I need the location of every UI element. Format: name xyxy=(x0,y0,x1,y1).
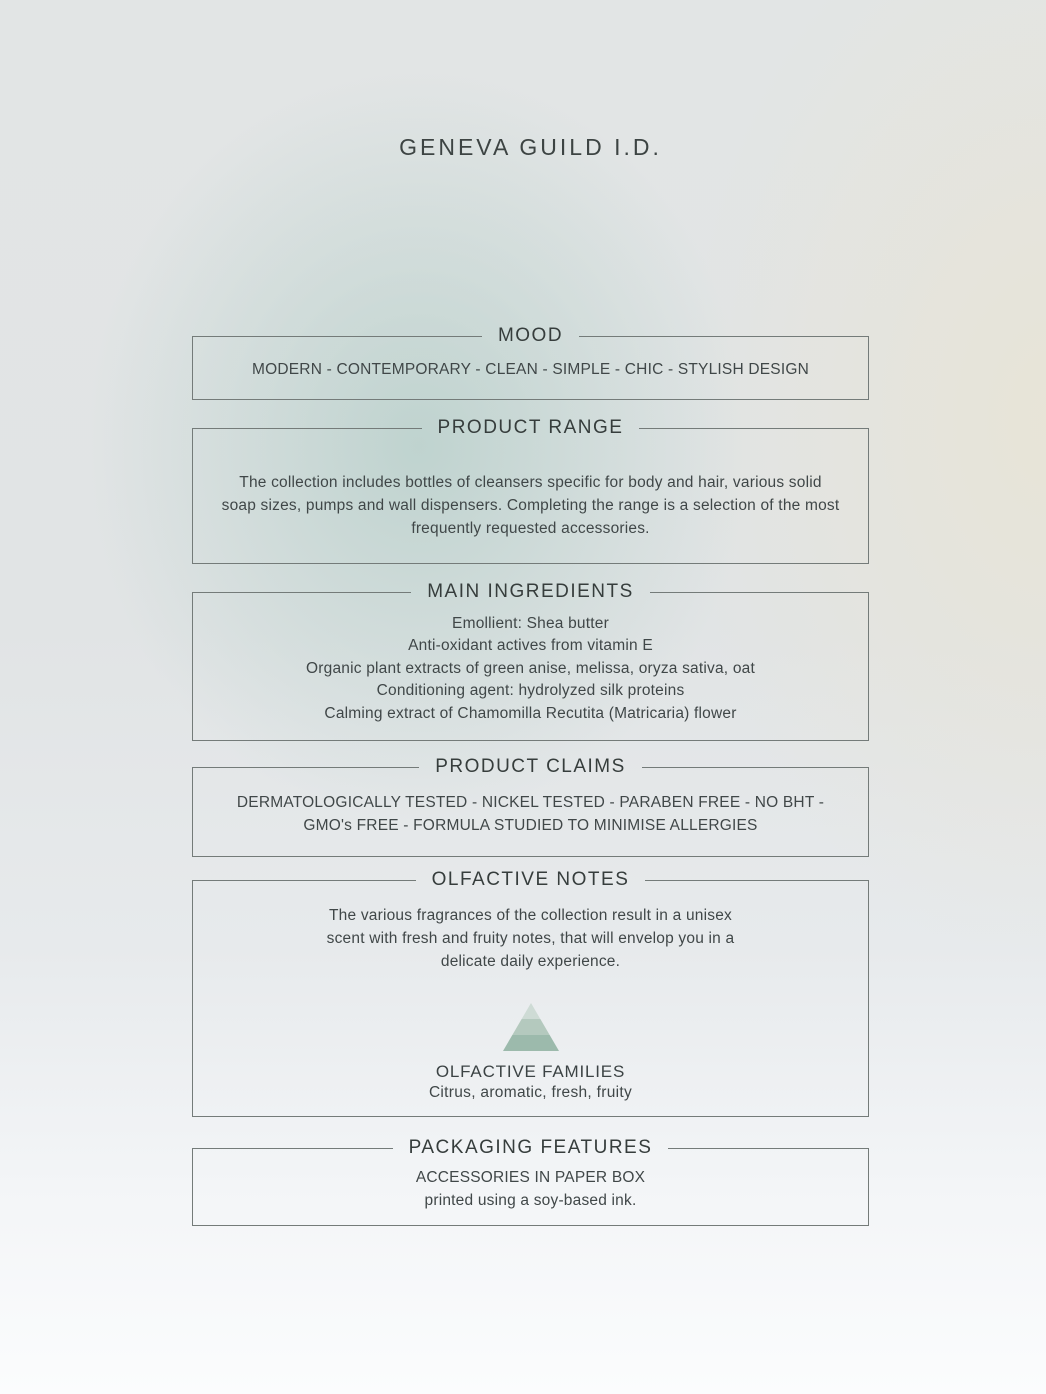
section-mood-title: MOOD xyxy=(497,325,564,346)
ingredient-line: Conditioning agent: hydrolyzed silk proteins xyxy=(376,682,685,700)
section-olfactive-notes-header xyxy=(192,869,869,891)
section-product-range-header xyxy=(192,417,869,439)
product-range-text-line: frequently requested accessories. xyxy=(411,520,650,537)
section-product-claims-content xyxy=(193,791,868,837)
section-packaging-features-header xyxy=(192,1137,869,1159)
section-packaging-features xyxy=(192,1137,869,1226)
ingredient-line: Organic plant extracts of green anise, melissa, oryza sativa, oat xyxy=(306,659,755,677)
header-rule-left xyxy=(192,592,411,593)
section-mood-header xyxy=(192,325,869,347)
ingredient-line: Emollient: Shea butter xyxy=(452,615,609,632)
header-rule-left xyxy=(192,1148,393,1149)
section-main-ingredients-content xyxy=(193,613,868,725)
product-range-text-line: The collection includes bottles of cleansers specific for body and hair, various solid xyxy=(239,474,822,491)
header-rule-right xyxy=(645,880,869,881)
section-mood-content xyxy=(193,358,868,381)
section-main-ingredients-title: MAIN INGREDIENTS xyxy=(427,581,634,602)
header-rule-right xyxy=(668,1148,869,1149)
section-main-ingredients xyxy=(192,581,869,741)
header-rule-left xyxy=(192,336,482,337)
packaging-line: ACCESSORIES IN PAPER BOX xyxy=(415,1169,646,1186)
product-range-text-line: soap sizes, pumps and wall dispensers. Completing the range is a selection of the most xyxy=(221,497,840,514)
section-product-range xyxy=(192,417,869,564)
header-rule-left xyxy=(192,880,416,881)
section-packaging-features-content xyxy=(193,1166,868,1212)
section-main-ingredients-header xyxy=(192,581,869,603)
pyramid-middle-layer xyxy=(512,1019,549,1035)
section-product-range-content xyxy=(193,471,868,540)
section-mood xyxy=(192,325,869,400)
section-packaging-features-title: PACKAGING FEATURES xyxy=(408,1137,653,1158)
olfactive-pyramid xyxy=(193,1003,868,1056)
olfactive-text-line: scent with fresh and fruity notes, that will envelop you in a xyxy=(326,930,735,947)
section-product-claims-title: PRODUCT CLAIMS xyxy=(435,756,626,777)
section-product-claims xyxy=(192,756,869,857)
header-rule-right xyxy=(579,336,869,337)
header-rule-right xyxy=(650,592,869,593)
section-olfactive-notes-title: OLFACTIVE NOTES xyxy=(431,869,630,890)
claims-line: DERMATOLOGICALLY TESTED - NICKEL TESTED - PARABEN FREE - NO BHT - xyxy=(236,794,825,811)
olfactive-text-line: delicate daily experience. xyxy=(440,953,621,970)
section-product-claims-header xyxy=(192,756,869,778)
header-rule-right xyxy=(642,767,869,768)
header-rule-right xyxy=(639,428,869,429)
packaging-line: printed using a soy-based ink. xyxy=(424,1192,637,1209)
ingredient-line: Anti-oxidant actives from vitamin E xyxy=(408,637,653,655)
mood-keywords: MODERN - CONTEMPORARY - CLEAN - SIMPLE - CHIC - STYLISH DESIGN xyxy=(252,361,809,378)
claims-line: GMO's FREE - FORMULA STUDIED TO MINIMISE ALLERGIES xyxy=(303,817,758,834)
pyramid-top-layer xyxy=(521,1003,540,1019)
olfactive-families-heading: OLFACTIVE FAMILIES xyxy=(435,1062,626,1081)
olfactive-text-line: The various fragrances of the collection result in a unisex xyxy=(329,907,732,924)
section-product-range-title: PRODUCT RANGE xyxy=(437,417,624,438)
ingredient-line: Calming extract of Chamomilla Recutita (Matricaria) flower xyxy=(324,704,737,722)
olfactive-pyramid-icon xyxy=(503,1003,559,1051)
pyramid-bottom-layer xyxy=(503,1035,559,1051)
section-olfactive-notes-content xyxy=(193,904,868,973)
page-title: GENEVA GUILD I.D. xyxy=(399,134,662,160)
header-rule-left xyxy=(192,767,419,768)
olfactive-families-list: Citrus, aromatic, fresh, fruity xyxy=(428,1084,633,1101)
header-rule-left xyxy=(192,428,422,429)
section-olfactive-notes xyxy=(192,869,869,1117)
